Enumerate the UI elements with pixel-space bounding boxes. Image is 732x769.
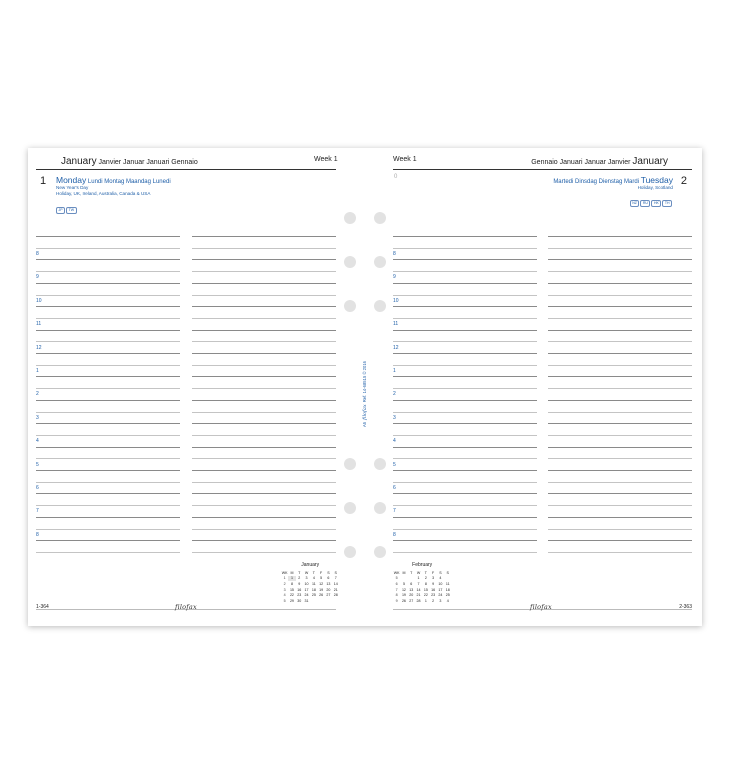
writing-line bbox=[36, 236, 180, 237]
ring-hole bbox=[374, 502, 386, 514]
writing-line bbox=[36, 318, 180, 319]
right-day-name bbox=[553, 175, 673, 185]
calendar-day: 8 bbox=[290, 581, 293, 586]
writing-line bbox=[393, 365, 537, 366]
writing-line bbox=[36, 306, 180, 307]
hour-label: 3 bbox=[393, 414, 396, 421]
calendar-day: 14 bbox=[333, 581, 338, 586]
writing-line bbox=[548, 295, 692, 296]
right-page-number: 2-363 bbox=[679, 604, 692, 610]
calendar-day: 31 bbox=[304, 598, 309, 603]
writing-line bbox=[192, 435, 336, 436]
writing-line bbox=[36, 470, 180, 471]
calendar-day: 25 bbox=[311, 593, 316, 598]
calendar-day: 23 bbox=[431, 593, 436, 598]
calendar-day: 21 bbox=[333, 587, 338, 592]
country-badge: RU bbox=[640, 200, 650, 207]
writing-line bbox=[393, 248, 537, 249]
writing-line bbox=[36, 505, 180, 506]
country-badge: NZ bbox=[630, 200, 640, 207]
calendar-day: 19 bbox=[319, 587, 324, 592]
ring-hole bbox=[374, 458, 386, 470]
calendar-week-number: 7 bbox=[395, 587, 398, 592]
writing-line bbox=[393, 353, 537, 354]
right-country-badges bbox=[630, 191, 673, 209]
writing-line bbox=[548, 306, 692, 307]
writing-line bbox=[548, 517, 692, 518]
calendar-day: 28 bbox=[416, 598, 421, 603]
hour-label: 6 bbox=[36, 485, 39, 491]
right-month-translations: Gennaio Januari Januar Janvier bbox=[531, 159, 631, 166]
writing-line bbox=[393, 283, 537, 284]
calendar-day: 22 bbox=[289, 593, 294, 598]
right-day-marker: 0 bbox=[394, 174, 398, 180]
hour-label: 5 bbox=[36, 461, 39, 468]
writing-line bbox=[548, 552, 692, 553]
writing-line bbox=[192, 482, 336, 483]
ring-hole bbox=[344, 458, 356, 470]
writing-line bbox=[548, 470, 692, 471]
calendar-january bbox=[281, 562, 339, 604]
writing-line bbox=[36, 259, 180, 260]
writing-line bbox=[393, 271, 537, 272]
writing-line bbox=[36, 283, 180, 284]
calendar-day: 3 bbox=[432, 576, 435, 581]
ring-hole bbox=[374, 256, 386, 268]
hour-label: 1 bbox=[36, 368, 39, 374]
writing-line bbox=[36, 423, 180, 424]
calendar-day: 11 bbox=[311, 581, 316, 586]
hour-label: 5 bbox=[393, 461, 396, 468]
writing-line bbox=[36, 330, 180, 331]
calendar-day: 24 bbox=[304, 593, 309, 598]
writing-line bbox=[393, 236, 537, 237]
writing-line bbox=[393, 318, 537, 319]
right-header-rule bbox=[393, 169, 692, 170]
writing-line bbox=[36, 295, 180, 296]
left-page-number: 1-364 bbox=[36, 604, 49, 610]
writing-line bbox=[548, 248, 692, 249]
country-badge: TW bbox=[66, 207, 76, 214]
hour-label: 11 bbox=[36, 321, 42, 328]
calendar-header-cell: M bbox=[290, 570, 294, 575]
left-day-name-translations: Lundi Montag Maandag Lunedi bbox=[87, 179, 171, 185]
ring-hole bbox=[344, 502, 356, 514]
calendar-day: 5 bbox=[402, 581, 405, 586]
calendar-header-cell: WK bbox=[281, 570, 288, 575]
writing-line bbox=[548, 271, 692, 272]
calendar-day: 22 bbox=[423, 593, 428, 598]
writing-line bbox=[548, 236, 692, 237]
calendar-day: 14 bbox=[416, 587, 421, 592]
writing-line bbox=[192, 412, 336, 413]
calendar-day: 19 bbox=[401, 593, 406, 598]
ring-hole bbox=[374, 546, 386, 558]
writing-line bbox=[192, 529, 336, 530]
writing-line bbox=[548, 447, 692, 448]
left-month-translations: Janvier Januar Januari Gennaio bbox=[98, 159, 198, 166]
spine-reference-text bbox=[362, 361, 368, 427]
right-brand-logo: filofax bbox=[530, 603, 552, 611]
writing-line bbox=[548, 318, 692, 319]
calendar-day: 12 bbox=[401, 587, 406, 592]
calendar-week-number: 3 bbox=[283, 587, 286, 592]
hour-label: 11 bbox=[393, 321, 399, 328]
planner-spread bbox=[28, 148, 702, 626]
calendar-day: 27 bbox=[326, 593, 331, 598]
calendar-header-cell: W bbox=[416, 570, 421, 575]
hour-label: 2 bbox=[393, 391, 396, 398]
writing-line bbox=[36, 400, 180, 401]
left-holiday-name: New Year's Day bbox=[56, 185, 89, 190]
calendar-day: 1 bbox=[288, 576, 295, 582]
writing-line bbox=[548, 365, 692, 366]
calendar-header-cell: M bbox=[402, 570, 406, 575]
writing-line bbox=[192, 271, 336, 272]
writing-line bbox=[192, 470, 336, 471]
country-badge: TH bbox=[662, 200, 672, 207]
calendar-header-cell: T bbox=[424, 570, 427, 575]
calendar-week-number: 9 bbox=[395, 598, 398, 603]
calendar-day: 2 bbox=[298, 576, 301, 581]
calendar-day: 11 bbox=[445, 581, 450, 586]
writing-line bbox=[192, 330, 336, 331]
hour-label: 7 bbox=[36, 508, 39, 515]
writing-line bbox=[393, 423, 537, 424]
writing-line bbox=[192, 458, 336, 459]
writing-line bbox=[393, 493, 537, 494]
calendar-day: 6 bbox=[410, 581, 413, 586]
writing-line bbox=[393, 447, 537, 448]
ring-hole bbox=[344, 546, 356, 558]
hour-label: 12 bbox=[393, 344, 399, 351]
hour-label: 8 bbox=[393, 531, 396, 538]
writing-line bbox=[36, 447, 180, 448]
calendar-day: 28 bbox=[333, 593, 338, 598]
writing-line bbox=[548, 423, 692, 424]
writing-line bbox=[548, 388, 692, 389]
writing-line bbox=[36, 552, 180, 553]
writing-line bbox=[36, 529, 180, 530]
writing-line bbox=[393, 259, 537, 260]
writing-line bbox=[393, 412, 537, 413]
writing-line bbox=[36, 341, 180, 342]
calendar-day bbox=[332, 598, 339, 604]
writing-line bbox=[192, 283, 336, 284]
writing-line bbox=[36, 353, 180, 354]
calendar-week-number: 1 bbox=[283, 576, 286, 581]
writing-line bbox=[548, 341, 692, 342]
calendar-day: 21 bbox=[416, 593, 421, 598]
calendar-header-cell: S bbox=[334, 570, 337, 575]
writing-line bbox=[393, 458, 537, 459]
calendar-week-number: 2 bbox=[283, 581, 286, 586]
spine-size: A5 bbox=[362, 421, 367, 428]
calendar-day: 2 bbox=[432, 598, 435, 603]
hour-label: 3 bbox=[36, 414, 39, 421]
writing-line bbox=[192, 540, 336, 541]
calendar-day bbox=[317, 598, 324, 604]
writing-line bbox=[36, 248, 180, 249]
writing-line bbox=[192, 318, 336, 319]
writing-line bbox=[393, 341, 537, 342]
calendar-header-cell: S bbox=[327, 570, 330, 575]
hour-label: 6 bbox=[393, 485, 396, 491]
left-brand-logo: filofax bbox=[175, 603, 197, 611]
calendar-day: 10 bbox=[304, 581, 309, 586]
writing-line bbox=[393, 400, 537, 401]
calendar-day: 15 bbox=[289, 587, 294, 592]
writing-line bbox=[548, 400, 692, 401]
calendar-day: 1 bbox=[424, 598, 427, 603]
writing-line bbox=[192, 517, 336, 518]
left-header-rule bbox=[36, 169, 336, 170]
ring-hole bbox=[374, 212, 386, 224]
writing-line bbox=[192, 505, 336, 506]
calendar-day: 30 bbox=[297, 598, 302, 603]
calendar-day: 26 bbox=[319, 593, 324, 598]
writing-line bbox=[36, 435, 180, 436]
ring-hole bbox=[374, 300, 386, 312]
spine-brand-logo: filofax bbox=[362, 404, 368, 420]
writing-line bbox=[192, 295, 336, 296]
writing-line bbox=[192, 365, 336, 366]
right-day-name-primary: Tuesday bbox=[640, 175, 673, 185]
writing-line bbox=[548, 283, 692, 284]
country-badge: JP bbox=[56, 207, 65, 214]
writing-line bbox=[548, 435, 692, 436]
right-day-name-translations: Martedi Dinsdag Dienstag Mardi bbox=[553, 179, 640, 185]
hour-label: 8 bbox=[36, 251, 39, 257]
writing-line bbox=[393, 482, 537, 483]
calendar-day: 13 bbox=[409, 587, 414, 592]
calendar-day bbox=[310, 598, 317, 604]
calendar-day: 18 bbox=[311, 587, 316, 592]
writing-line bbox=[393, 552, 537, 553]
right-month-primary: January bbox=[632, 156, 668, 167]
writing-line bbox=[192, 306, 336, 307]
hour-label: 9 bbox=[393, 274, 396, 281]
calendar-day bbox=[325, 598, 332, 604]
calendar-day: 4 bbox=[446, 598, 449, 603]
writing-line bbox=[548, 376, 692, 377]
calendar-header-cell: F bbox=[432, 570, 435, 575]
hour-label: 8 bbox=[36, 531, 39, 538]
calendar-day: 2 bbox=[424, 576, 427, 581]
calendar-day: 17 bbox=[304, 587, 309, 592]
calendar-day: 5 bbox=[320, 576, 323, 581]
calendar-day: 9 bbox=[298, 581, 301, 586]
calendar-month-title: January bbox=[301, 562, 320, 568]
writing-line bbox=[36, 482, 180, 483]
calendar-day: 3 bbox=[305, 576, 308, 581]
calendar-day: 20 bbox=[409, 593, 414, 598]
calendar-day: 8 bbox=[424, 581, 427, 586]
calendar-header-cell: WK bbox=[393, 570, 400, 575]
left-month-primary: January bbox=[61, 156, 97, 167]
calendar-month-title: February bbox=[412, 562, 433, 568]
calendar-day: 3 bbox=[439, 598, 442, 603]
country-badge: HK bbox=[651, 200, 661, 207]
calendar-header-cell: S bbox=[446, 570, 449, 575]
calendar-week-number: 5 bbox=[283, 598, 286, 603]
writing-line bbox=[36, 376, 180, 377]
calendar-day: 27 bbox=[409, 598, 414, 603]
writing-line bbox=[548, 540, 692, 541]
writing-line bbox=[36, 412, 180, 413]
calendar-grid bbox=[281, 570, 339, 604]
calendar-grid bbox=[393, 570, 451, 604]
hour-label: 10 bbox=[36, 297, 42, 304]
writing-line bbox=[393, 529, 537, 530]
writing-line bbox=[192, 388, 336, 389]
left-month-heading bbox=[61, 156, 198, 167]
writing-line bbox=[393, 306, 537, 307]
calendar-header-cell: W bbox=[304, 570, 309, 575]
calendar-day: 12 bbox=[319, 581, 324, 586]
hour-label: 8 bbox=[393, 251, 396, 257]
writing-line bbox=[548, 330, 692, 331]
hour-label: 12 bbox=[36, 344, 42, 351]
calendar-header-cell: T bbox=[298, 570, 301, 575]
ring-hole bbox=[344, 300, 356, 312]
calendar-header-cell: T bbox=[410, 570, 413, 575]
right-week-label: Week 1 bbox=[393, 156, 417, 163]
right-day-number: 2 bbox=[680, 175, 687, 187]
left-holiday-countries: Holiday, UK, Ireland, Australia, Canada & USA bbox=[56, 191, 151, 196]
writing-line bbox=[192, 552, 336, 553]
hour-label: 9 bbox=[36, 274, 39, 281]
calendar-day: 10 bbox=[438, 581, 443, 586]
writing-line bbox=[36, 388, 180, 389]
writing-line bbox=[548, 412, 692, 413]
writing-line bbox=[393, 470, 537, 471]
calendar-february bbox=[393, 562, 451, 604]
writing-line bbox=[192, 423, 336, 424]
calendar-week-number: 6 bbox=[395, 581, 398, 586]
calendar-day: 7 bbox=[334, 576, 337, 581]
hour-label: 7 bbox=[393, 508, 396, 515]
calendar-day: 6 bbox=[327, 576, 330, 581]
calendar-day: 20 bbox=[326, 587, 331, 592]
writing-line bbox=[548, 529, 692, 530]
calendar-day: 17 bbox=[438, 587, 443, 592]
left-day-name bbox=[56, 175, 171, 185]
calendar-day: 29 bbox=[289, 598, 294, 603]
writing-line bbox=[36, 271, 180, 272]
ring-hole bbox=[344, 256, 356, 268]
writing-line bbox=[548, 259, 692, 260]
ring-hole bbox=[344, 212, 356, 224]
hour-label: 4 bbox=[393, 438, 396, 445]
calendar-header-cell: S bbox=[439, 570, 442, 575]
calendar-day: 16 bbox=[431, 587, 436, 592]
calendar-day: 4 bbox=[312, 576, 315, 581]
calendar-day: 4 bbox=[439, 576, 442, 581]
writing-line bbox=[192, 341, 336, 342]
writing-line bbox=[192, 236, 336, 237]
calendar-week-number: 8 bbox=[395, 593, 398, 598]
calendar-day: 24 bbox=[438, 593, 443, 598]
writing-line bbox=[192, 493, 336, 494]
writing-line bbox=[548, 353, 692, 354]
writing-line bbox=[192, 400, 336, 401]
writing-line bbox=[393, 388, 537, 389]
calendar-day: 9 bbox=[432, 581, 435, 586]
hour-label: 2 bbox=[36, 391, 39, 398]
writing-line bbox=[192, 376, 336, 377]
calendar-day: 26 bbox=[401, 598, 406, 603]
right-page bbox=[372, 148, 702, 626]
left-day-name-primary: Monday bbox=[56, 175, 87, 185]
calendar-header-cell: T bbox=[312, 570, 315, 575]
writing-line bbox=[548, 482, 692, 483]
writing-line bbox=[36, 517, 180, 518]
writing-line bbox=[192, 259, 336, 260]
writing-line bbox=[393, 505, 537, 506]
calendar-week-number: 4 bbox=[283, 593, 286, 598]
writing-line bbox=[548, 505, 692, 506]
calendar-day: 7 bbox=[417, 581, 420, 586]
writing-line bbox=[36, 493, 180, 494]
calendar-day: 23 bbox=[297, 593, 302, 598]
calendar-week-number: 5 bbox=[395, 576, 398, 581]
writing-line bbox=[36, 365, 180, 366]
writing-line bbox=[393, 330, 537, 331]
calendar-day: 13 bbox=[326, 581, 331, 586]
writing-line bbox=[548, 493, 692, 494]
spine-reference: Ref. 14-68515 © 2016 bbox=[362, 360, 367, 403]
hour-label: 1 bbox=[393, 368, 396, 374]
writing-line bbox=[192, 447, 336, 448]
writing-line bbox=[393, 376, 537, 377]
calendar-day: 25 bbox=[445, 593, 450, 598]
writing-line bbox=[192, 248, 336, 249]
left-week-label: Week 1 bbox=[314, 156, 338, 163]
left-country-badges bbox=[56, 198, 78, 216]
calendar-day: 1 bbox=[417, 576, 420, 581]
writing-line bbox=[393, 517, 537, 518]
left-page bbox=[28, 148, 358, 626]
calendar-header-cell: F bbox=[320, 570, 323, 575]
writing-line bbox=[36, 540, 180, 541]
left-day-number: 1 bbox=[40, 175, 47, 187]
hour-label: 4 bbox=[36, 438, 39, 445]
calendar-day: 18 bbox=[445, 587, 450, 592]
writing-line bbox=[36, 458, 180, 459]
hour-label: 10 bbox=[393, 297, 399, 304]
calendar-day: 16 bbox=[297, 587, 302, 592]
writing-line bbox=[548, 458, 692, 459]
right-holiday-name: Holiday, Scotland bbox=[637, 185, 673, 190]
right-month-heading bbox=[531, 156, 668, 167]
writing-line bbox=[192, 353, 336, 354]
writing-line bbox=[393, 435, 537, 436]
calendar-day: 15 bbox=[423, 587, 428, 592]
writing-line bbox=[393, 540, 537, 541]
writing-line bbox=[393, 295, 537, 296]
